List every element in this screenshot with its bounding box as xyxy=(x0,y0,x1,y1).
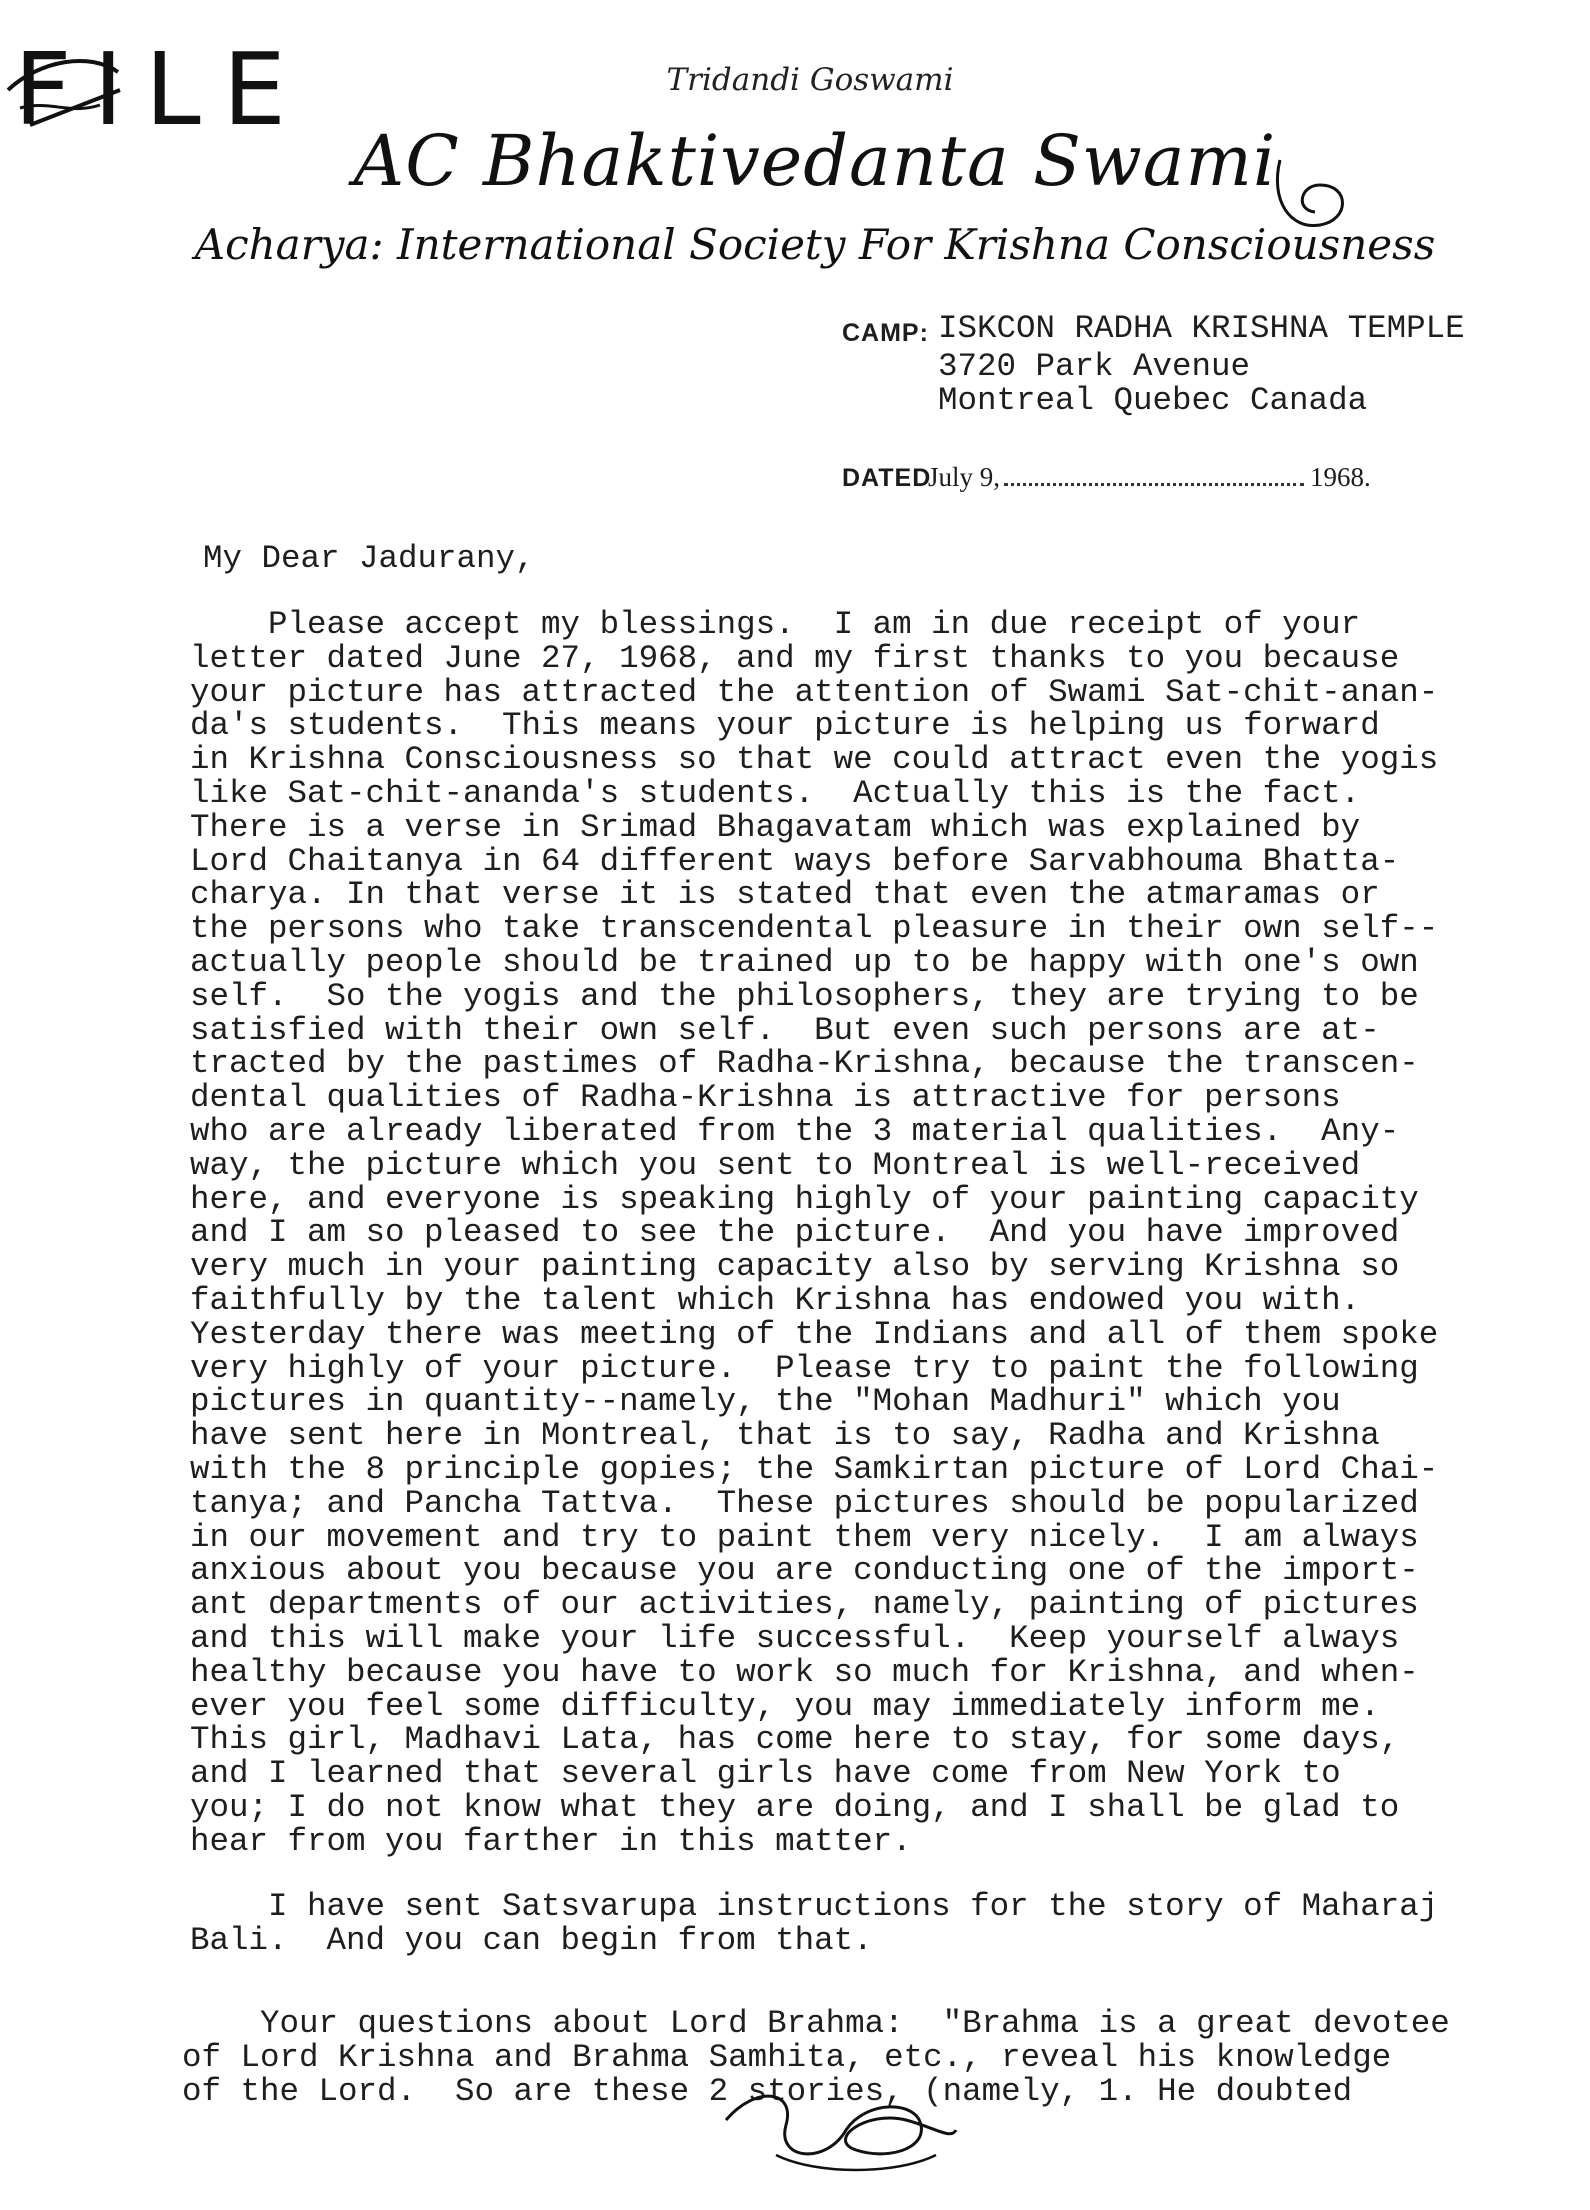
text-line: the persons who take transcendental pleasure in their own self-- xyxy=(190,910,1439,948)
text-line: very much in your painting capacity also by serving Krishna so xyxy=(190,1248,1400,1286)
dated-line xyxy=(842,462,1371,493)
text-line: This girl, Madhavi Lata, has come here to stay, for some days, xyxy=(190,1721,1400,1759)
text-line: faithfully by the talent which Krishna has endowed you with. xyxy=(190,1281,1361,1319)
text-line: who are already liberated from the 3 material qualities. Any- xyxy=(190,1112,1400,1150)
camp-line: Montreal Quebec Canada xyxy=(938,382,1368,419)
text-line: like Sat-chit-ananda's students. Actually this is the fact. xyxy=(190,774,1361,812)
dated-date: July 9, xyxy=(928,462,1001,492)
text-line: you; I do not know what they are doing, and I shall be glad to xyxy=(190,1788,1400,1826)
text-line: anxious about you because you are conducting one of the import- xyxy=(190,1552,1419,1590)
text-line: in our movement and try to paint them very nicely. I am always xyxy=(190,1518,1419,1556)
text-line: dental qualities of Radha-Krishna is attractive for persons xyxy=(190,1079,1341,1117)
dated-dots xyxy=(1004,483,1304,486)
file-stamp: FILE xyxy=(14,31,308,148)
text-line: and I learned that several girls have come from New York to xyxy=(190,1755,1341,1793)
camp-line: ISKCON RADHA KRISHNA TEMPLE xyxy=(938,310,1465,347)
dated-label: DATED xyxy=(842,464,932,492)
text-line: Lord Chaitanya in 64 different ways before Sarvabhouma Bhatta- xyxy=(190,842,1400,880)
text-line: pictures in quantity--namely, the "Mohan Madhuri" which you xyxy=(190,1383,1341,1421)
text-line: way, the picture which you sent to Montreal is well-received xyxy=(190,1146,1361,1184)
letterhead-acharya: Acharya: International Society For Krishna Consciousness xyxy=(194,220,1436,269)
text-line: of the Lord. So are these 2 stories, (namely, 1. He doubted xyxy=(182,2073,1353,2110)
camp-label: CAMP: xyxy=(842,319,929,347)
text-line: satisfied with their own self. But even such persons are at- xyxy=(190,1011,1380,1049)
text-line: ever you feel some difficulty, you may immediately inform me. xyxy=(190,1687,1380,1725)
salutation: My Dear Jadurany, xyxy=(203,540,535,577)
text-line: ant departments of our activities, namely, painting of pictures xyxy=(190,1586,1419,1624)
text-line: tanya; and Pancha Tattva. These pictures should be popularized xyxy=(190,1484,1419,1522)
paragraph-2 xyxy=(190,1890,1438,1958)
text-line: Please accept my blessings. I am in due receipt of your xyxy=(190,606,1361,643)
dated-year: 1968. xyxy=(1310,462,1371,492)
text-line: of Lord Krishna and Brahma Samhita, etc., reveal his knowledge xyxy=(182,2039,1392,2076)
text-line: letter dated June 27, 1968, and my first thanks to you because xyxy=(190,639,1400,677)
text-line: Yesterday there was meeting of the Indians and all of them spoke xyxy=(190,1315,1439,1353)
text-line: with the 8 principle gopies; the Samkirtan picture of Lord Chai- xyxy=(190,1450,1439,1488)
text-line: healthy because you have to work so much for Krishna, and when- xyxy=(190,1653,1419,1691)
camp-line: 3720 Park Avenue xyxy=(938,348,1251,385)
text-line: here, and everyone is speaking highly of your painting capacity xyxy=(190,1180,1419,1218)
text-line: very highly of your picture. Please try to paint the following xyxy=(190,1349,1419,1387)
paragraph-1 xyxy=(190,608,1570,1858)
text-line: tracted by the pastimes of Radha-Krishna, because the transcen- xyxy=(190,1045,1419,1083)
letterhead-name: AC Bhaktivedanta Swami xyxy=(353,120,1277,202)
text-line: Your questions about Lord Brahma: "Brahma is a great devotee xyxy=(182,2005,1450,2042)
camp-address xyxy=(842,312,1465,418)
text-line: Bali. And you can begin from that. xyxy=(190,1922,873,1959)
letterhead-tridandi: Tridandi Goswami xyxy=(666,62,954,98)
text-line: hear from you farther in this matter. xyxy=(190,1822,912,1860)
text-line: have sent here in Montreal, that is to say, Radha and Krishna xyxy=(190,1417,1380,1455)
text-line: your picture has attracted the attention of Swami Sat-chit-anan- xyxy=(190,673,1439,711)
text-line: I have sent Satsvarupa instructions for the story of Maharaj xyxy=(190,1888,1439,1925)
signature-flourish xyxy=(716,2080,966,2175)
text-line: charya. In that verse it is stated that even the atmaramas or xyxy=(190,876,1380,914)
text-line: actually people should be trained up to be happy with one's own xyxy=(190,943,1419,981)
text-line: There is a verse in Srimad Bhagavatam which was explained by xyxy=(190,808,1361,846)
text-line: and I am so pleased to see the picture. And you have improved xyxy=(190,1214,1400,1252)
text-line: and this will make your life successful. Keep yourself always xyxy=(190,1619,1400,1657)
text-line: self. So the yogis and the philosophers, they are trying to be xyxy=(190,977,1419,1015)
text-line: in Krishna Consciousness so that we could attract even the yogis xyxy=(190,741,1439,779)
text-line: da's students. This means your picture is helping us forward xyxy=(190,707,1380,745)
